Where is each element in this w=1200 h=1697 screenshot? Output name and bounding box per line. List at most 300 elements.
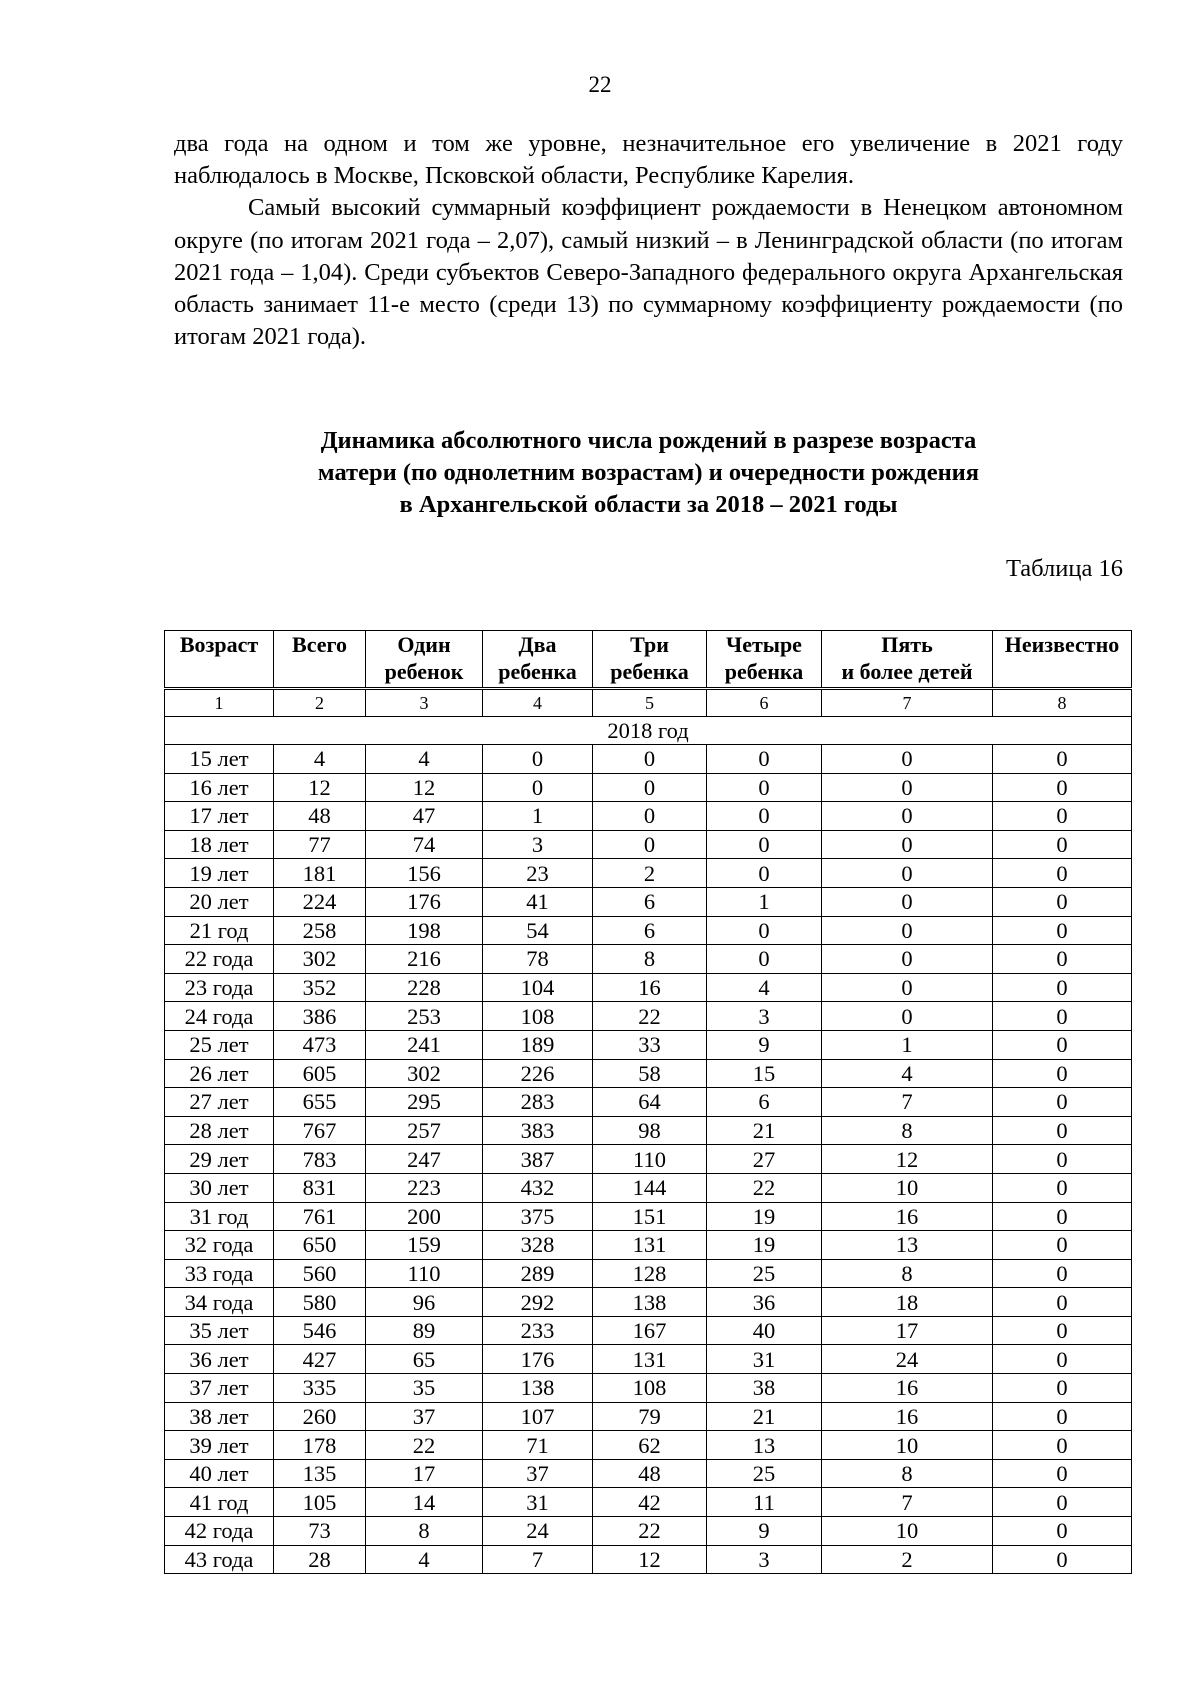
value-cell: 8: [593, 945, 707, 974]
value-cell: 144: [593, 1173, 707, 1202]
age-cell: 42 года: [165, 1517, 274, 1546]
value-cell: 283: [483, 1088, 593, 1117]
value-cell: 0: [993, 1259, 1132, 1288]
year-row: [165, 717, 1132, 745]
value-cell: 0: [993, 1231, 1132, 1260]
value-cell: 33: [593, 1030, 707, 1059]
value-cell: 38: [707, 1374, 822, 1403]
value-cell: 0: [993, 773, 1132, 802]
value-cell: 580: [274, 1288, 366, 1317]
value-cell: 216: [366, 945, 483, 974]
value-cell: 110: [593, 1145, 707, 1174]
value-cell: 12: [366, 773, 483, 802]
value-cell: 71: [483, 1431, 593, 1460]
value-cell: 605: [274, 1059, 366, 1088]
age-cell: 35 лет: [165, 1316, 274, 1345]
table-row: [165, 859, 1132, 888]
value-cell: 0: [993, 1288, 1132, 1317]
value-cell: 0: [822, 773, 993, 802]
value-cell: 48: [593, 1459, 707, 1488]
value-cell: 0: [483, 745, 593, 774]
age-cell: 41 год: [165, 1488, 274, 1517]
value-cell: 22: [593, 1002, 707, 1031]
age-cell: 33 года: [165, 1259, 274, 1288]
value-cell: 18: [822, 1288, 993, 1317]
value-cell: 383: [483, 1116, 593, 1145]
column-header-line: Неизвестно: [1004, 632, 1120, 657]
value-cell: 0: [707, 745, 822, 774]
table-row: [165, 1002, 1132, 1031]
value-cell: 473: [274, 1030, 366, 1059]
age-cell: 22 года: [165, 945, 274, 974]
value-cell: 375: [483, 1202, 593, 1231]
column-header-line: Два: [518, 632, 557, 657]
value-cell: 260: [274, 1402, 366, 1431]
value-cell: 36: [707, 1288, 822, 1317]
value-cell: 223: [366, 1173, 483, 1202]
value-cell: 328: [483, 1231, 593, 1260]
value-cell: 0: [822, 830, 993, 859]
value-cell: 4: [707, 973, 822, 1002]
value-cell: 3: [707, 1545, 822, 1574]
value-cell: 16: [593, 973, 707, 1002]
value-cell: 761: [274, 1202, 366, 1231]
value-cell: 0: [993, 1116, 1132, 1145]
column-number: 8: [993, 689, 1132, 717]
value-cell: 28: [274, 1545, 366, 1574]
value-cell: 16: [822, 1374, 993, 1403]
value-cell: 0: [993, 1488, 1132, 1517]
value-cell: 135: [274, 1459, 366, 1488]
value-cell: 0: [993, 887, 1132, 916]
column-number: 6: [707, 689, 822, 717]
table-row: [165, 1402, 1132, 1431]
column-header: [822, 631, 993, 689]
column-number: 3: [366, 689, 483, 717]
value-cell: 8: [822, 1116, 993, 1145]
value-cell: 295: [366, 1088, 483, 1117]
column-header-line: ребенка: [498, 659, 577, 684]
table-row: [165, 1173, 1132, 1202]
value-cell: 17: [822, 1316, 993, 1345]
age-cell: 17 лет: [165, 802, 274, 831]
value-cell: 24: [483, 1517, 593, 1546]
column-header: [165, 631, 274, 689]
value-cell: 0: [993, 1145, 1132, 1174]
value-cell: 0: [993, 1316, 1132, 1345]
value-cell: 25: [707, 1459, 822, 1488]
value-cell: 8: [366, 1517, 483, 1546]
value-cell: 655: [274, 1088, 366, 1117]
value-cell: 16: [822, 1202, 993, 1231]
value-cell: 110: [366, 1259, 483, 1288]
value-cell: 0: [993, 1431, 1132, 1460]
column-header-line: Один: [397, 632, 451, 657]
column-header-line: Три: [630, 632, 669, 657]
body-text: [174, 128, 1123, 353]
value-cell: 176: [366, 887, 483, 916]
value-cell: 241: [366, 1030, 483, 1059]
value-cell: 0: [822, 916, 993, 945]
value-cell: 0: [822, 802, 993, 831]
value-cell: 178: [274, 1431, 366, 1460]
value-cell: 79: [593, 1402, 707, 1431]
value-cell: 47: [366, 802, 483, 831]
value-cell: 4: [274, 745, 366, 774]
value-cell: 0: [593, 773, 707, 802]
table-label: Таблица 16: [1005, 555, 1123, 582]
value-cell: 0: [822, 745, 993, 774]
table-row: [165, 1030, 1132, 1059]
table-row: [165, 916, 1132, 945]
age-cell: 37 лет: [165, 1374, 274, 1403]
table-row: [165, 773, 1132, 802]
value-cell: 0: [707, 859, 822, 888]
value-cell: 228: [366, 973, 483, 1002]
table-row: [165, 1374, 1132, 1403]
value-cell: 0: [707, 802, 822, 831]
value-cell: 0: [993, 1459, 1132, 1488]
value-cell: 13: [822, 1231, 993, 1260]
value-cell: 783: [274, 1145, 366, 1174]
value-cell: 138: [593, 1288, 707, 1317]
value-cell: 0: [822, 887, 993, 916]
value-cell: 3: [483, 830, 593, 859]
value-cell: 0: [993, 802, 1132, 831]
value-cell: 19: [707, 1231, 822, 1260]
table-row: [165, 1059, 1132, 1088]
value-cell: 96: [366, 1288, 483, 1317]
column-number: 2: [274, 689, 366, 717]
table-row: [165, 1316, 1132, 1345]
value-cell: 4: [822, 1059, 993, 1088]
value-cell: 0: [993, 1059, 1132, 1088]
value-cell: 0: [593, 802, 707, 831]
table-row: [165, 1545, 1132, 1574]
paragraph: два года на одном и том же уровне, незначительное его увеличение в 2021 году наблюдалось в Москве, Псковской области, Республике Карелия.: [174, 130, 1123, 190]
age-cell: 19 лет: [165, 859, 274, 888]
value-cell: 0: [993, 1402, 1132, 1431]
value-cell: 12: [593, 1545, 707, 1574]
age-cell: 18 лет: [165, 830, 274, 859]
value-cell: 0: [993, 830, 1132, 859]
table-row: [165, 1431, 1132, 1460]
age-cell: 40 лет: [165, 1459, 274, 1488]
value-cell: 0: [593, 745, 707, 774]
value-cell: 0: [822, 945, 993, 974]
table-title: [174, 425, 1123, 521]
value-cell: 13: [707, 1431, 822, 1460]
value-cell: 22: [593, 1517, 707, 1546]
table-row: [165, 1488, 1132, 1517]
value-cell: 0: [993, 1345, 1132, 1374]
value-cell: 37: [366, 1402, 483, 1431]
value-cell: 0: [707, 916, 822, 945]
value-cell: 546: [274, 1316, 366, 1345]
value-cell: 0: [993, 916, 1132, 945]
value-cell: 9: [707, 1517, 822, 1546]
value-cell: 42: [593, 1488, 707, 1517]
value-cell: 0: [707, 830, 822, 859]
value-cell: 0: [707, 773, 822, 802]
age-cell: 32 года: [165, 1231, 274, 1260]
value-cell: 24: [822, 1345, 993, 1374]
value-cell: 7: [822, 1488, 993, 1517]
value-cell: 0: [822, 973, 993, 1002]
age-cell: 25 лет: [165, 1030, 274, 1059]
value-cell: 0: [993, 745, 1132, 774]
paragraph: Самый высокий суммарный коэффициент рождаемости в Ненецком автономном округе (по итогам 2021 года – 2,07), самый низкий – в Ленинградской области (по итогам 2021 года – 1,04). Среди субъектов Северо-Западного федерального округа Архангельская область занимает 11-е место (среди 13) по суммарному коэффициенту рождаемости (по итогам 2021 года).: [174, 194, 1123, 351]
age-cell: 31 год: [165, 1202, 274, 1231]
value-cell: 0: [993, 859, 1132, 888]
value-cell: 48: [274, 802, 366, 831]
column-header-line: ребенка: [610, 659, 689, 684]
column-number: 1: [165, 689, 274, 717]
table-row: [165, 1202, 1132, 1231]
age-cell: 34 года: [165, 1288, 274, 1317]
value-cell: 0: [993, 1088, 1132, 1117]
value-cell: 2: [822, 1545, 993, 1574]
table-row: [165, 1231, 1132, 1260]
value-cell: 8: [822, 1259, 993, 1288]
value-cell: 253: [366, 1002, 483, 1031]
value-cell: 10: [822, 1517, 993, 1546]
births-table: [164, 630, 1132, 1574]
table-row: [165, 1088, 1132, 1117]
value-cell: 138: [483, 1374, 593, 1403]
table-row: [165, 1459, 1132, 1488]
value-cell: 1: [707, 887, 822, 916]
value-cell: 21: [707, 1402, 822, 1431]
value-cell: 58: [593, 1059, 707, 1088]
table-row: [165, 945, 1132, 974]
column-header-line: и более детей: [841, 659, 973, 684]
value-cell: 159: [366, 1231, 483, 1260]
value-cell: 257: [366, 1116, 483, 1145]
value-cell: 14: [366, 1488, 483, 1517]
value-cell: 0: [707, 945, 822, 974]
value-cell: 11: [707, 1488, 822, 1517]
value-cell: 10: [822, 1431, 993, 1460]
age-cell: 16 лет: [165, 773, 274, 802]
column-header: [593, 631, 707, 689]
value-cell: 21: [707, 1116, 822, 1145]
column-number-row: [165, 689, 1132, 717]
value-cell: 0: [993, 1517, 1132, 1546]
age-cell: 30 лет: [165, 1173, 274, 1202]
column-header-line: Четыре: [726, 632, 802, 657]
value-cell: 1: [483, 802, 593, 831]
value-cell: 4: [366, 745, 483, 774]
value-cell: 650: [274, 1231, 366, 1260]
value-cell: 3: [707, 1002, 822, 1031]
value-cell: 128: [593, 1259, 707, 1288]
column-number: 7: [822, 689, 993, 717]
value-cell: 31: [483, 1488, 593, 1517]
value-cell: 105: [274, 1488, 366, 1517]
value-cell: 35: [366, 1374, 483, 1403]
value-cell: 0: [822, 859, 993, 888]
column-header-line: Пять: [881, 632, 933, 657]
value-cell: 27: [707, 1145, 822, 1174]
value-cell: 15: [707, 1059, 822, 1088]
table-row: [165, 1288, 1132, 1317]
title-line: в Архангельской области за 2018 – 2021 годы: [399, 491, 898, 518]
table-row: [165, 973, 1132, 1002]
value-cell: 0: [993, 945, 1132, 974]
value-cell: 22: [366, 1431, 483, 1460]
age-cell: 43 года: [165, 1545, 274, 1574]
value-cell: 6: [593, 887, 707, 916]
value-cell: 98: [593, 1116, 707, 1145]
value-cell: 1: [822, 1030, 993, 1059]
column-number: 4: [483, 689, 593, 717]
value-cell: 302: [274, 945, 366, 974]
table-row: [165, 830, 1132, 859]
table-row: [165, 1116, 1132, 1145]
year-label: 2018 год: [165, 717, 1132, 745]
value-cell: 0: [993, 1374, 1132, 1403]
value-cell: 73: [274, 1517, 366, 1546]
value-cell: 0: [993, 1030, 1132, 1059]
value-cell: 104: [483, 973, 593, 1002]
column-header: [274, 631, 366, 689]
value-cell: 108: [593, 1374, 707, 1403]
age-cell: 15 лет: [165, 745, 274, 774]
table-row: [165, 1259, 1132, 1288]
value-cell: 167: [593, 1316, 707, 1345]
value-cell: 427: [274, 1345, 366, 1374]
value-cell: 7: [483, 1545, 593, 1574]
value-cell: 0: [993, 1202, 1132, 1231]
value-cell: 335: [274, 1374, 366, 1403]
value-cell: 0: [822, 1002, 993, 1031]
table-row: [165, 1345, 1132, 1374]
table-row: [165, 1517, 1132, 1546]
title-line: матери (по однолетним возрастам) и очередности рождения: [317, 459, 980, 486]
age-cell: 20 лет: [165, 887, 274, 916]
value-cell: 386: [274, 1002, 366, 1031]
value-cell: 89: [366, 1316, 483, 1345]
value-cell: 0: [993, 1002, 1132, 1031]
column-header: [707, 631, 822, 689]
header-row: [165, 631, 1132, 689]
value-cell: 0: [993, 1173, 1132, 1202]
column-header-line: ребенка: [724, 659, 804, 684]
table-row: [165, 1145, 1132, 1174]
table-row: [165, 745, 1132, 774]
value-cell: 78: [483, 945, 593, 974]
value-cell: 31: [707, 1345, 822, 1374]
value-cell: 8: [822, 1459, 993, 1488]
column-header: [366, 631, 483, 689]
value-cell: 387: [483, 1145, 593, 1174]
value-cell: 6: [707, 1088, 822, 1117]
value-cell: 560: [274, 1259, 366, 1288]
value-cell: 12: [274, 773, 366, 802]
value-cell: 198: [366, 916, 483, 945]
column-header-line: ребенок: [384, 659, 464, 684]
value-cell: 289: [483, 1259, 593, 1288]
value-cell: 17: [366, 1459, 483, 1488]
value-cell: 19: [707, 1202, 822, 1231]
value-cell: 23: [483, 859, 593, 888]
age-cell: 21 год: [165, 916, 274, 945]
value-cell: 233: [483, 1316, 593, 1345]
table-row: [165, 802, 1132, 831]
table-row: [165, 887, 1132, 916]
value-cell: 247: [366, 1145, 483, 1174]
value-cell: 54: [483, 916, 593, 945]
value-cell: 62: [593, 1431, 707, 1460]
value-cell: 108: [483, 1002, 593, 1031]
value-cell: 176: [483, 1345, 593, 1374]
value-cell: 831: [274, 1173, 366, 1202]
value-cell: 131: [593, 1345, 707, 1374]
value-cell: 107: [483, 1402, 593, 1431]
value-cell: 40: [707, 1316, 822, 1345]
value-cell: 200: [366, 1202, 483, 1231]
value-cell: 25: [707, 1259, 822, 1288]
value-cell: 10: [822, 1173, 993, 1202]
value-cell: 4: [366, 1545, 483, 1574]
age-cell: 39 лет: [165, 1431, 274, 1460]
age-cell: 29 лет: [165, 1145, 274, 1174]
value-cell: 0: [993, 973, 1132, 1002]
value-cell: 189: [483, 1030, 593, 1059]
age-cell: 38 лет: [165, 1402, 274, 1431]
age-cell: 36 лет: [165, 1345, 274, 1374]
value-cell: 224: [274, 887, 366, 916]
value-cell: 151: [593, 1202, 707, 1231]
value-cell: 156: [366, 859, 483, 888]
value-cell: 16: [822, 1402, 993, 1431]
column-header: [483, 631, 593, 689]
value-cell: 352: [274, 973, 366, 1002]
column-number: 5: [593, 689, 707, 717]
age-cell: 24 года: [165, 1002, 274, 1031]
value-cell: 41: [483, 887, 593, 916]
column-header: [993, 631, 1132, 689]
value-cell: 12: [822, 1145, 993, 1174]
value-cell: 432: [483, 1173, 593, 1202]
value-cell: 292: [483, 1288, 593, 1317]
column-header-line: Всего: [292, 632, 347, 657]
age-cell: 27 лет: [165, 1088, 274, 1117]
value-cell: 9: [707, 1030, 822, 1059]
title-line: Динамика абсолютного числа рождений в разрезе возраста: [320, 427, 977, 454]
page-number: 22: [588, 72, 612, 97]
value-cell: 7: [822, 1088, 993, 1117]
value-cell: 37: [483, 1459, 593, 1488]
age-cell: 28 лет: [165, 1116, 274, 1145]
column-header-line: Возраст: [179, 632, 259, 657]
value-cell: 74: [366, 830, 483, 859]
value-cell: 22: [707, 1173, 822, 1202]
value-cell: 258: [274, 916, 366, 945]
age-cell: 23 года: [165, 973, 274, 1002]
value-cell: 0: [993, 1545, 1132, 1574]
value-cell: 0: [483, 773, 593, 802]
value-cell: 6: [593, 916, 707, 945]
value-cell: 181: [274, 859, 366, 888]
value-cell: 767: [274, 1116, 366, 1145]
age-cell: 26 лет: [165, 1059, 274, 1088]
value-cell: 131: [593, 1231, 707, 1260]
value-cell: 302: [366, 1059, 483, 1088]
value-cell: 226: [483, 1059, 593, 1088]
value-cell: 77: [274, 830, 366, 859]
